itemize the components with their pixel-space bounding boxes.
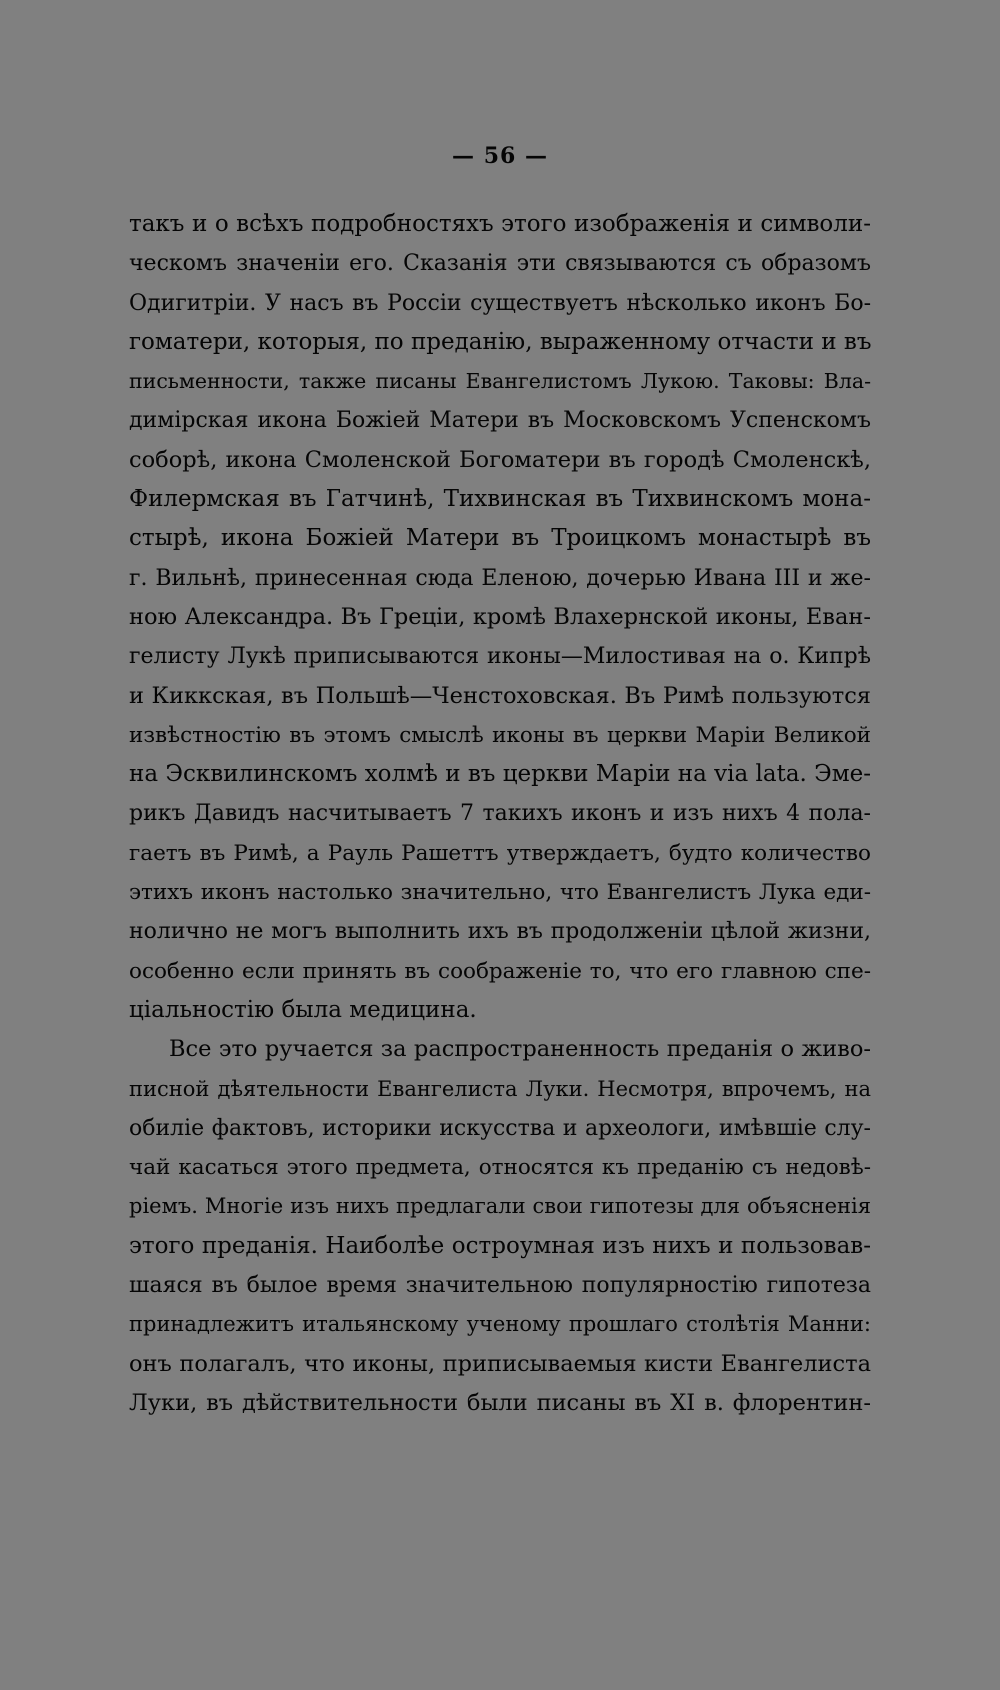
text-line: и Киккская, въ Польшѣ—Ченстоховская. Въ Римѣ пользуются <box>129 682 871 709</box>
text-line: Все это ручается за распространенность преданія о живо- <box>169 1036 871 1063</box>
text-line: такъ и о всѣхъ подробностяхъ этого изображенія и символи- <box>129 211 871 237</box>
text-line: соборѣ, икона Смоленской Богоматери въ городѣ Смоленскѣ, <box>129 446 871 473</box>
text-line: рикъ Давидъ насчитываетъ 7 такихъ иконъ и изъ нихъ 4 пола- <box>129 801 871 827</box>
text-line: Филермская въ Гатчинѣ, Тихвинская въ Тихвинскомъ мона- <box>129 486 871 513</box>
text-line: Одигитріи. У насъ въ Россіи существуетъ нѣсколько иконъ Бо- <box>129 290 871 316</box>
text-line: принадлежитъ итальянскому ученому прошлаго столѣтія Манни: <box>129 1312 871 1337</box>
page-number: — 56 — <box>452 143 548 169</box>
text-line: этого преданія. Наиболѣе остроумная изъ нихъ и пользовав- <box>129 1232 871 1259</box>
text-line: писной дѣятельности Евангелиста Луки. Несмотря, впрочемъ, на <box>129 1076 871 1101</box>
text-line: ною Александра. Въ Греціи, кромѣ Влахернской иконы, Еван- <box>129 603 871 630</box>
text-line: Луки, въ дѣйствительности были писаны въ XI в. флорентин- <box>129 1389 871 1416</box>
text-line: извѣстностію въ этомъ смыслѣ иконы въ церкви Маріи Великой <box>129 722 871 748</box>
text-line: обиліе фактовъ, историки искусства и археологи, имѣвшіе слу- <box>129 1115 871 1141</box>
text-line: гоматери, которыя, по преданію, выраженному отчасти и въ <box>129 328 871 355</box>
text-line: ріемъ. Многіе изъ нихъ предлагали свои гипотезы для объясненія <box>129 1194 871 1219</box>
text-line: стырѣ, икона Божіей Матери въ Троицкомъ монастырѣ въ <box>129 525 871 552</box>
text-line: г. Вильнѣ, принесенная сюда Еленою, дочерью Ивана III и же- <box>129 565 871 591</box>
text-line: чай касаться этого предмета, относятся къ преданію съ недовѣ- <box>129 1155 871 1181</box>
text-line: гелисту Лукѣ приписываются иконы—Милостивая на о. Кипрѣ <box>129 644 871 670</box>
text-line: онъ полагалъ, что иконы, приписываемыя кисти Евангелиста <box>129 1350 871 1377</box>
text-line: особенно если принять въ соображеніе то, что его главною спе- <box>129 958 871 984</box>
paragraph-2 <box>129 1030 871 1423</box>
text-line: этихъ иконъ настолько значительно, что Евангелистъ Лука еди- <box>129 880 871 906</box>
text-line: ціальностію была медицина. <box>129 996 477 1023</box>
text-line: гаетъ въ Римѣ, а Рауль Рашеттъ утверждаетъ, будто количество <box>129 840 871 866</box>
text-line: шаяся въ былое время значительною популярностію гипотеза <box>129 1273 871 1299</box>
text-line: димірская икона Божіей Матери въ Московскомъ Успенскомъ <box>129 408 871 434</box>
paragraph-1 <box>129 205 871 1030</box>
text-line: ческомъ значеніи его. Сказанія эти связываются съ образомъ <box>129 251 871 277</box>
text-line: на Эсквилинскомъ холмѣ и въ церкви Маріи на via lata. Эме- <box>129 761 871 788</box>
text-line: письменности, также писаны Евангелистомъ Лукою. Таковы: Вла- <box>129 369 871 394</box>
body-text <box>129 205 871 1423</box>
text-line: нолично не могъ выполнить ихъ въ продолженіи цѣлой жизни, <box>129 919 871 945</box>
